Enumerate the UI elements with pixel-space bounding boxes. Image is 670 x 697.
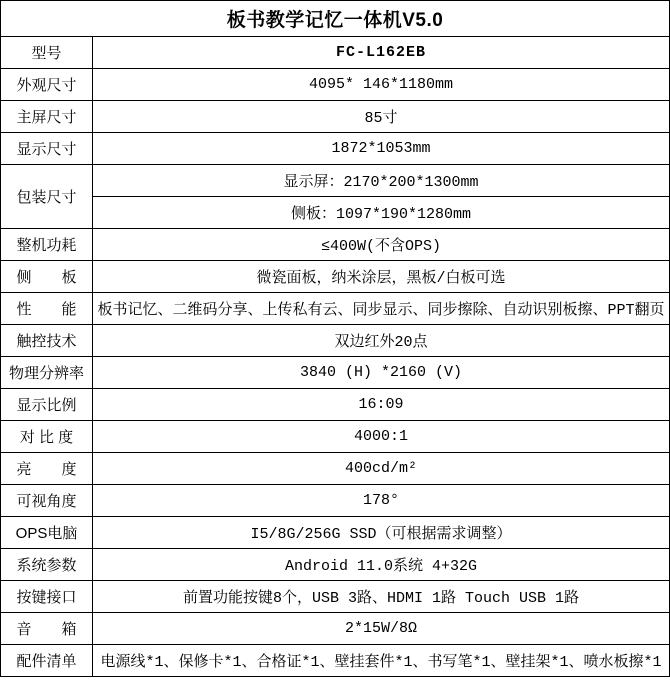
table-row-brightness — [1, 453, 670, 485]
spec-label-side-panel: 侧 板 — [1, 261, 93, 293]
spec-label-features: 性 能 — [1, 293, 93, 325]
spec-value-power: ≤400W(不含OPS) — [93, 229, 670, 261]
table-row-speaker — [1, 613, 670, 645]
table-row-exterior-size — [1, 69, 670, 101]
table-row-ops-computer — [1, 517, 670, 549]
page-title: 板书教学记忆一体机V5.0 — [1, 1, 670, 37]
table-row-model — [1, 37, 670, 69]
spec-label-brightness: 亮 度 — [1, 453, 93, 485]
spec-value-brightness: 400cd/m² — [93, 453, 670, 485]
spec-label-touch-tech: 触控技术 — [1, 325, 93, 357]
spec-value-ops-computer: I5/8G/256G SSD（可根据需求调整） — [93, 517, 670, 549]
table-row-buttons-ports — [1, 581, 670, 613]
spec-value-resolution: 3840 (H) *2160 (V) — [93, 357, 670, 389]
table-row-display-size — [1, 133, 670, 165]
spec-value-features: 板书记忆、二维码分享、上传私有云、同步显示、同步擦除、自动识别板擦、PPT翻页 — [93, 293, 670, 325]
spec-value-package-size-panel: 侧板：1097*190*1280mm — [93, 197, 670, 229]
spec-value-display-size: 1872*1053mm — [93, 133, 670, 165]
spec-value-side-panel: 微瓷面板，纳米涂层，黑板/白板可选 — [93, 261, 670, 293]
table-row-features — [1, 293, 670, 325]
spec-value-system-params: Android 11.0系统 4+32G — [93, 549, 670, 581]
spec-label-system-params: 系统参数 — [1, 549, 93, 581]
table-row-accessories — [1, 645, 670, 677]
spec-value-package-size-screen: 显示屏：2170*200*1300mm — [93, 165, 670, 197]
spec-value-buttons-ports: 前置功能按键8个，USB 3路、HDMI 1路 Touch USB 1路 — [93, 581, 670, 613]
spec-label-main-screen-size: 主屏尺寸 — [1, 101, 93, 133]
spec-label-ops-computer: OPS电脑 — [1, 517, 93, 549]
spec-label-viewing-angle: 可视角度 — [1, 485, 93, 517]
table-row-power — [1, 229, 670, 261]
table-row-package-size-1 — [1, 165, 670, 197]
spec-value-touch-tech: 双边红外20点 — [93, 325, 670, 357]
spec-label-power: 整机功耗 — [1, 229, 93, 261]
spec-value-viewing-angle: 178° — [93, 485, 670, 517]
table-row-contrast — [1, 421, 670, 453]
spec-label-speaker: 音 箱 — [1, 613, 93, 645]
spec-value-exterior-size: 4095* 146*1180mm — [93, 69, 670, 101]
spec-label-display-size: 显示尺寸 — [1, 133, 93, 165]
spec-label-exterior-size: 外观尺寸 — [1, 69, 93, 101]
spec-label-package-size: 包装尺寸 — [1, 165, 93, 229]
spec-value-contrast: 4000:1 — [93, 421, 670, 453]
spec-value-model: FC-L162EB — [93, 37, 670, 69]
spec-label-model: 型号 — [1, 37, 93, 69]
spec-value-main-screen-size: 85寸 — [93, 101, 670, 133]
title-row — [1, 1, 670, 37]
table-row-side-panel — [1, 261, 670, 293]
spec-label-contrast: 对 比 度 — [1, 421, 93, 453]
table-row-resolution — [1, 357, 670, 389]
table-row-touch-tech — [1, 325, 670, 357]
table-row-system-params — [1, 549, 670, 581]
table-row-viewing-angle — [1, 485, 670, 517]
spec-label-resolution: 物理分辨率 — [1, 357, 93, 389]
spec-label-buttons-ports: 按键接口 — [1, 581, 93, 613]
table-row-main-screen-size — [1, 101, 670, 133]
spec-value-accessories: 电源线*1、保修卡*1、合格证*1、壁挂套件*1、书写笔*1、壁挂架*1、喷水板擦*1 — [93, 645, 670, 677]
spec-label-aspect-ratio: 显示比例 — [1, 389, 93, 421]
spec-value-aspect-ratio: 16:09 — [93, 389, 670, 421]
spec-label-accessories: 配件清单 — [1, 645, 93, 677]
table-row-aspect-ratio — [1, 389, 670, 421]
spec-value-speaker: 2*15W/8Ω — [93, 613, 670, 645]
table-row-package-size-2 — [1, 197, 670, 229]
